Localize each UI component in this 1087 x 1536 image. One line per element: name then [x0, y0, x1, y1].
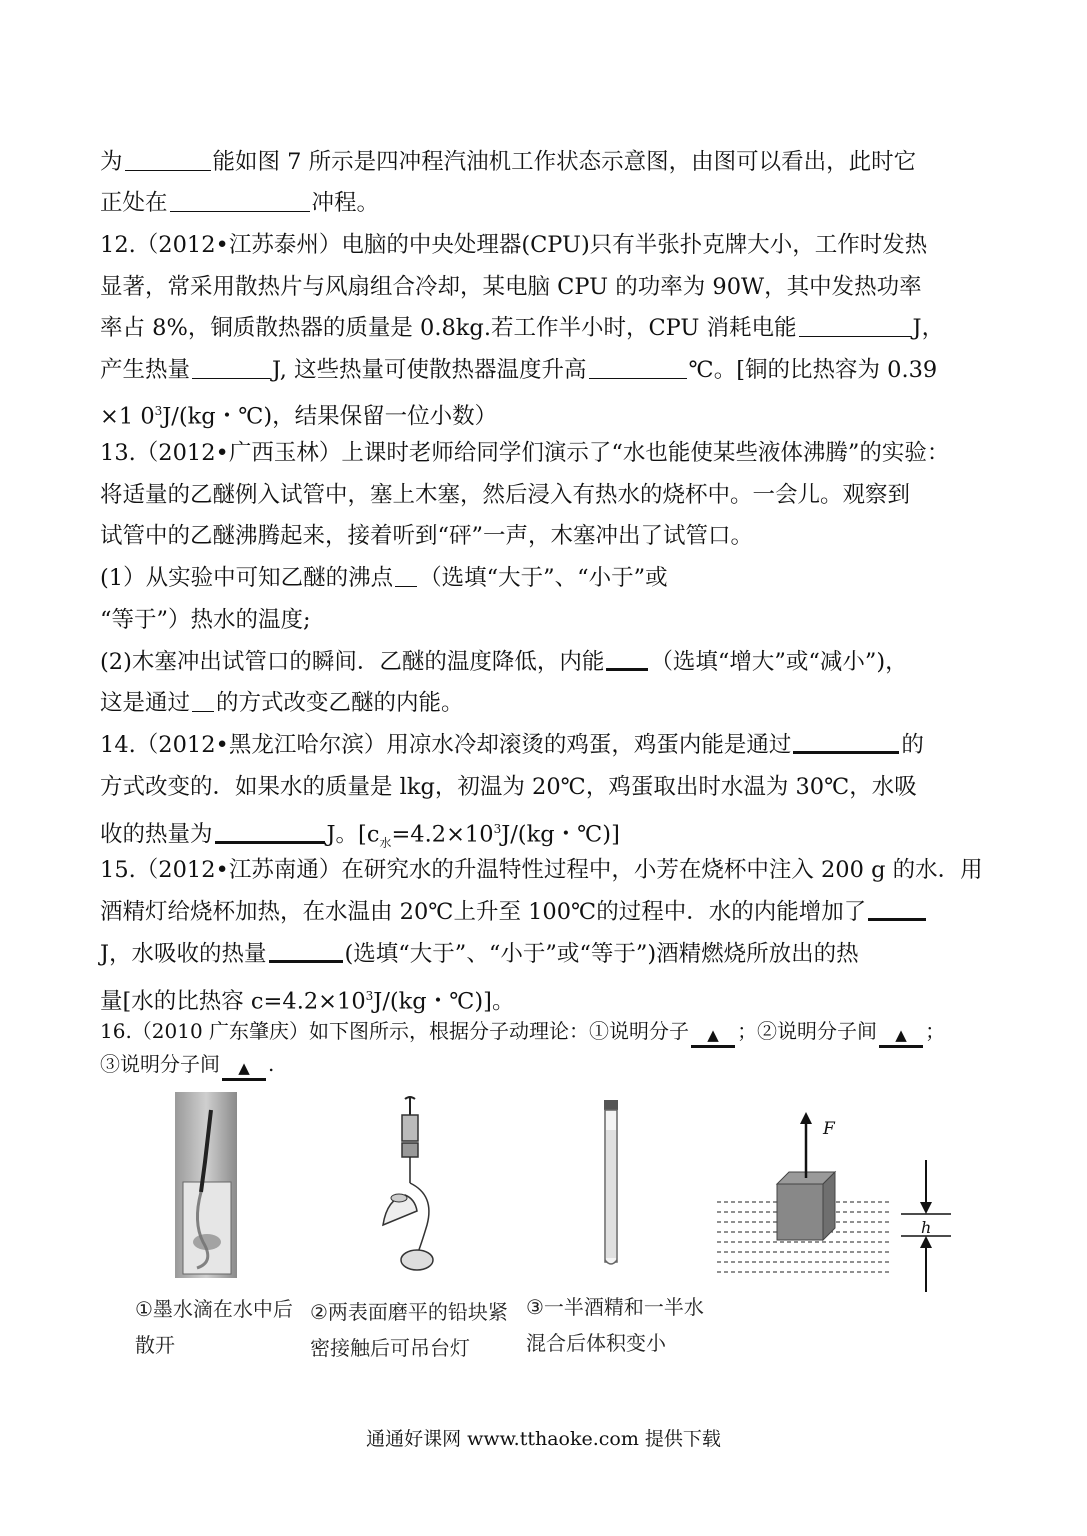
superscript: 3: [365, 989, 374, 1003]
text-span: (1）从实验中可知乙醚的沸点: [100, 565, 394, 591]
text-span: ③说明分子间: [100, 1052, 220, 1076]
text-line: [100, 815, 995, 857]
text-span: (选填“大于”、“小于”或“等于”)酒精燃烧所放出的热: [344, 941, 859, 967]
question-14-line: [100, 731, 995, 759]
caption-line: 散开: [135, 1333, 175, 1357]
answer-blank[interactable]: [589, 358, 687, 379]
answer-blank[interactable]: [170, 191, 310, 212]
text-span: 的方式改变乙醚的内能。: [216, 690, 464, 716]
text-span: ；: [925, 1019, 946, 1043]
caption-line: 密接触后可吊台灯: [310, 1336, 470, 1360]
height-label: h: [921, 1218, 932, 1237]
figure-3-caption: [526, 1289, 704, 1361]
text-span: ℃。[铜的比热容为 0.39: [688, 357, 938, 383]
text-span: 16.（2010 广东肇庆）如下图所示，根据分子动理论：①说明分子: [100, 1019, 690, 1043]
text-line: [100, 564, 995, 592]
answer-blank[interactable]: [395, 566, 417, 587]
force-label: F: [823, 1119, 835, 1139]
text-line: [100, 940, 995, 968]
text-line: [100, 982, 995, 1016]
caption-line: ②两表面磨平的铅块紧: [310, 1300, 508, 1324]
answer-blank[interactable]: [192, 358, 270, 379]
footer-download-notice: 通通好课网 www.tthaoke.com 提供下载: [366, 1428, 721, 1450]
answer-blank[interactable]: [606, 648, 648, 671]
text-line: 将适量的乙醚例入试管中，塞上木塞，然后浸入有热水的烧杯中。一会儿。观察到: [100, 482, 911, 508]
text-line: [100, 1050, 995, 1081]
text-line: [100, 189, 995, 217]
lead-blocks-lamp-diagram: [365, 1095, 455, 1280]
buoyancy-block-diagram: [715, 1112, 955, 1296]
text-line: 方式改变的．如果水的质量是 lkg，初温为 20℃，鸡蛋取出时水温为 30℃，水吸: [100, 774, 917, 800]
text-line: 显著，常采用散热片与风扇组合冷却，某电脑 CPU 的功率为 90W，其中发热功率: [100, 274, 922, 300]
text-line: [100, 689, 995, 717]
alcohol-water-tube-diagram: [596, 1100, 626, 1270]
text-span: J, 这些热量可使散热器温度升高: [272, 357, 587, 383]
answer-blank[interactable]: [793, 731, 899, 754]
question-16-line: [100, 1017, 995, 1048]
text-span: J。[c: [326, 821, 380, 848]
text-span: 能如图 7 所示是四冲程汽油机工作状态示意图，由图可以看出，此时它: [212, 149, 917, 175]
text-span: 14.（2012•黑龙江哈尔滨）用凉水冷却滚烫的鸡蛋，鸡蛋内能是通过: [100, 732, 792, 758]
text-span: 酒精灯给烧杯加热，在水温由 20℃上升至 100℃的过程中．水的内能增加了: [100, 899, 867, 925]
answer-blank[interactable]: [269, 940, 343, 963]
text-line: 试管中的乙醚沸腾起来，接着听到“砰”一声，木塞冲出了试管口。: [100, 523, 754, 549]
text-span: J，: [912, 315, 945, 341]
text-span: J/(kg・℃)]: [501, 821, 620, 848]
answer-blank[interactable]: ▲: [879, 1025, 923, 1048]
figure-2-caption: [310, 1294, 508, 1366]
subscript: 水: [379, 836, 392, 850]
caption-line: ③一半酒精和一半水: [526, 1295, 704, 1319]
text-span: J，水吸收的热量: [100, 941, 267, 967]
text-span: ；②说明分子间: [737, 1019, 878, 1043]
text-line: [100, 148, 995, 176]
answer-blank[interactable]: [125, 150, 211, 171]
superscript: 3: [154, 404, 163, 418]
caption-line: 混合后体积变小: [526, 1331, 666, 1355]
ink-in-water-photo: [175, 1092, 237, 1278]
answer-blank[interactable]: ▲: [691, 1025, 735, 1048]
text-span: J/(kg・℃)，结果保留一位小数）: [162, 403, 498, 430]
answer-blank[interactable]: [868, 898, 926, 921]
text-span: J/(kg・℃)]。: [373, 988, 515, 1015]
text-span: (2)木塞冲出试管口的瞬间．乙醚的温度降低，内能: [100, 649, 605, 675]
text-span: 这是通过: [100, 690, 191, 716]
superscript: 3: [493, 822, 502, 836]
answer-blank[interactable]: [215, 821, 325, 844]
text-span: （选填“大于”、“小于”或: [419, 565, 668, 591]
text-span: 正处在: [100, 190, 168, 216]
figure-1-caption: [135, 1291, 293, 1363]
answer-blank[interactable]: [799, 316, 911, 337]
text-span: 产生热量: [100, 357, 191, 383]
text-span: 的: [901, 732, 924, 758]
text-span: =4.2×10: [391, 821, 494, 848]
answer-blank[interactable]: [192, 691, 214, 712]
question-15-line: 15.（2012•江苏南通）在研究水的升温特性过程中，小芳在烧杯中注入 200 g 的水．用: [100, 857, 983, 883]
text-line: [100, 898, 995, 926]
text-span: （选填“增大”或“减小”)，: [650, 649, 908, 675]
text-line: [100, 397, 995, 431]
text-line: [100, 648, 995, 676]
question-13-line: 13.（2012•广西玉林）上课时老师给同学们演示了“水也能使某些液体沸腾”的实验：: [100, 440, 950, 466]
text-line: “等于”）热水的温度;: [100, 607, 311, 633]
text-span: 收的热量为: [100, 821, 213, 848]
text-span: 量[水的比热容 c=4.2×10: [100, 988, 366, 1015]
text-span: 率占 8%，铜质散热器的质量是 0.8kg.若工作半小时，CPU 消耗电能: [100, 315, 797, 341]
text-span: 为: [100, 149, 123, 175]
text-line: [100, 356, 995, 384]
text-span: .: [268, 1052, 275, 1076]
text-line: [100, 314, 995, 342]
text-span: ×1 0: [100, 403, 155, 430]
caption-line: ①墨水滴在水中后: [135, 1297, 293, 1321]
text-span: 冲程。: [311, 190, 380, 216]
question-12-line: 12.（2012•江苏泰州）电脑的中央处理器(CPU)只有半张扑克牌大小，工作时发热: [100, 232, 928, 258]
answer-blank[interactable]: ▲: [222, 1058, 266, 1081]
